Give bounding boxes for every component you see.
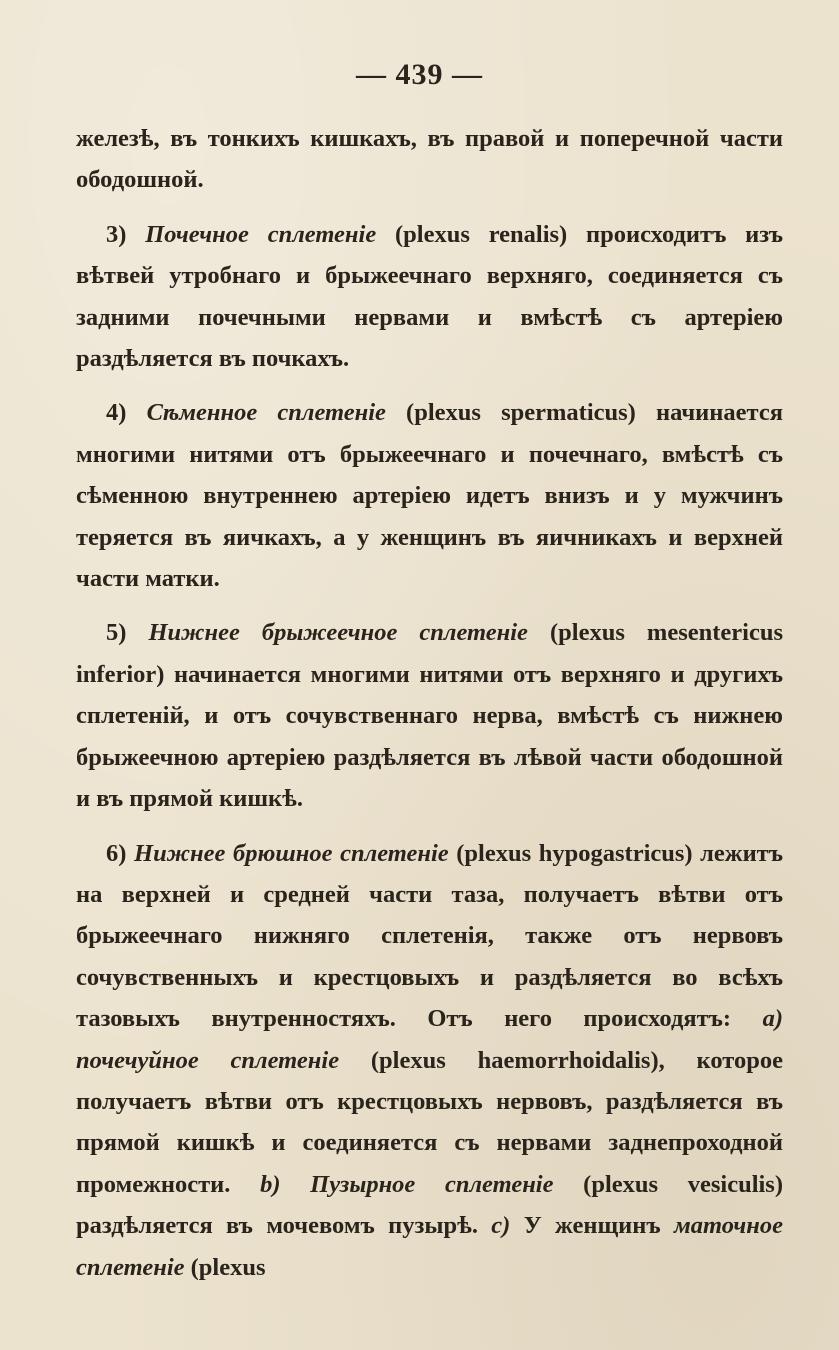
- text-run: (plexus haemorrhoidalis), которое получаетъ вѣтви отъ крестцовыхъ нервовъ, раздѣляется въ прямой кишкѣ и соединяется съ нервами заднепроходной промежности.: [76, 1046, 783, 1198]
- text-run: 4): [106, 399, 147, 427]
- text-run: (plexus: [184, 1253, 266, 1281]
- text-run: (plexus renalis) происходитъ изъ вѣтвей утробнаго и брыжеечнаго верхняго, соединяется съ задними почечными нервами и вмѣстѣ съ артерiею раздѣляется въ почкахъ.: [76, 220, 783, 373]
- paragraph: [76, 392, 783, 599]
- text-run: (plexus vesiculis) раздѣляется въ мочевомъ пузырѣ.: [76, 1170, 784, 1240]
- italic-term: маточное сплетенiе: [76, 1212, 783, 1281]
- body-text: [76, 118, 783, 1288]
- text-run: (plexus mesentericus inferior) начинается многими нитями отъ верхняго и другихъ сплетенiй, и отъ сочувственнаго нерва, вмѣстѣ съ нижнею брыжеечною артерiею раздѣляется въ лѣвой части ободошной и въ прямой кишкѣ.: [76, 619, 783, 813]
- page-number: — 439 —: [356, 58, 483, 91]
- italic-term: Нижнее брюшное сплетенiе: [134, 839, 449, 867]
- text-run: (plexus hypogastricus) лежитъ на верхней и средней части таза, получаетъ вѣтви отъ брыжеечнаго нижняго сплетенiя, также отъ нервовъ сочувственныхъ и крестцовыхъ и раздѣляется во всѣхъ тазовыхъ внутренностяхъ. Отъ него происходятъ:: [76, 839, 783, 1033]
- text-run: 5): [106, 619, 149, 647]
- italic-term: Почечное сплетенiе: [145, 220, 377, 248]
- text-run: (plexus spermaticus) начинается многими нитями отъ брыжеечнаго и почечнаго, вмѣстѣ съ сѣменною внутреннею артерiею идетъ внизъ и у мужчинъ теряется въ яичкахъ, а у женщинъ въ яичникахъ и верхней части матки.: [76, 399, 783, 593]
- text-run: У женщинъ: [510, 1212, 675, 1240]
- paragraph: [76, 833, 783, 1288]
- italic-term: c): [491, 1212, 511, 1240]
- text-run: 3): [106, 220, 146, 248]
- italic-term: Нижнее брыжеечное сплетенiе: [148, 619, 528, 647]
- italic-term: a) почечуйное сплетенiе: [76, 1005, 783, 1074]
- italic-term: b) Пузырное сплетенiе: [260, 1170, 554, 1198]
- italic-term: Сѣменное сплетенiе: [146, 399, 386, 427]
- text-run: железѣ, въ тонкихъ кишкахъ, въ правой и поперечной части ободошной.: [76, 125, 783, 194]
- paragraph: [76, 118, 783, 201]
- paragraph: [76, 612, 783, 819]
- text-run: 6): [106, 839, 135, 867]
- paragraph: [76, 214, 783, 380]
